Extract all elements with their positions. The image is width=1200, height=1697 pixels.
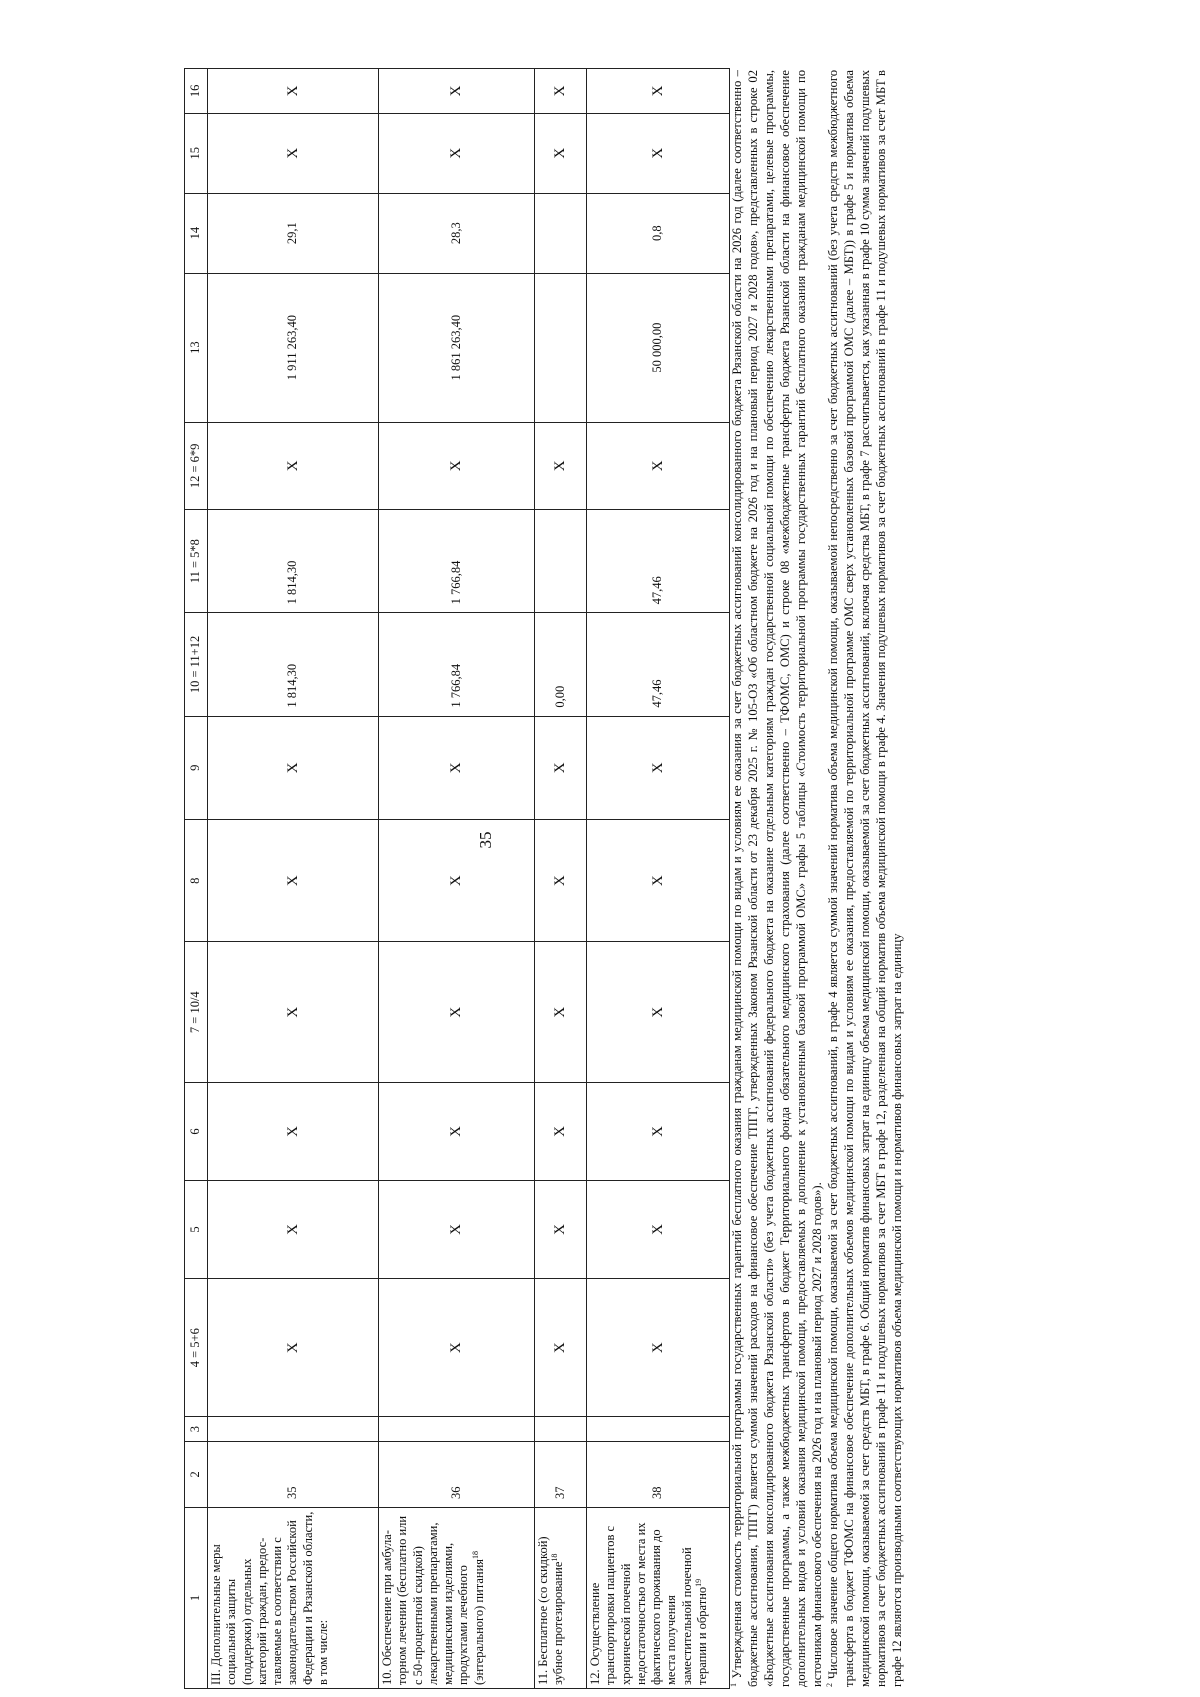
header-cell: 16 bbox=[185, 69, 208, 114]
table-cell: Х bbox=[587, 1278, 730, 1416]
table-cell: Х bbox=[587, 716, 730, 819]
table-row bbox=[587, 69, 730, 1689]
header-cell: 8 bbox=[185, 819, 208, 941]
table-cell: Х bbox=[587, 69, 730, 114]
table-cell: 35 bbox=[208, 1441, 379, 1507]
table-cell: Х bbox=[379, 1278, 535, 1416]
table-cell: 1 766,84 bbox=[379, 510, 535, 613]
footnotes bbox=[730, 68, 906, 1689]
header-cell: 4 = 5+6 bbox=[185, 1278, 208, 1416]
table-cell: Х bbox=[535, 716, 587, 819]
table-cell: Х bbox=[535, 113, 587, 193]
table-cell: Х bbox=[535, 1180, 587, 1278]
table-row bbox=[535, 69, 587, 1689]
table-cell: Х bbox=[208, 942, 379, 1083]
table-cell: Х bbox=[535, 69, 587, 114]
table-cell: 47,46 bbox=[587, 510, 730, 613]
table-cell: Х bbox=[379, 819, 535, 941]
table-cell: Х bbox=[379, 716, 535, 819]
table-cell bbox=[587, 1417, 730, 1441]
table-cell: Х bbox=[587, 1083, 730, 1181]
header-cell: 11 = 5*8 bbox=[185, 510, 208, 613]
table-cell bbox=[379, 1417, 535, 1441]
table-cell: Х bbox=[379, 942, 535, 1083]
table-cell: Х bbox=[535, 819, 587, 941]
table-cell bbox=[535, 193, 587, 273]
table-cell: Х bbox=[379, 1180, 535, 1278]
table-cell: Х bbox=[587, 113, 730, 193]
header-cell: 6 bbox=[185, 1083, 208, 1181]
row-label: 10. Обеспечение при амбула-торном лечении (бесплатно или с 50-процентной скидкой) лекарственными препаратами, медицинскими изделиями, продуктами лечебного (энтерального) питания$^{18}$ bbox=[379, 1507, 535, 1688]
header-cell: 10 = 11+12 bbox=[185, 613, 208, 716]
table-cell: 47,46 bbox=[587, 613, 730, 716]
table-cell: Х bbox=[535, 942, 587, 1083]
table-row bbox=[379, 69, 535, 1689]
footnote-text: Числовое значение общего норматива объема медицинской помощи, оказываемой за счет бюджетных ассигнований, в графе 4 является суммой значений норматива объема медицинской помощи, оказываемой непосредственно за счет бюджетных ассигнований (без учета средств межбюджетного трансферта в бюджет ТФОМС на финансовое обеспечение дополнительных объемов медицинской помощи по видам и условиям ее оказания, предоставляемой по территориальной программе ОМС сверх установленных базовой программой ОМС (далее – МБТ)) в графе 5 и норматива объема медицинской помощи, оказываемой за счет средств МБТ, в графе 6. Общий норматив финансовых затрат на единицу объема медицинской помощи, оказываемой за счет бюджетных ассигнований, включая средства МБТ, в графе 7 рассчитывается, как указанная в графе 10 сумма значений подушевых нормативов за счет бюджетных ассигнований в графе 11 и подушевых нормативов за счет МБТ в графе 12, разделенная на общий норматив объема медицинской помощи в графе 4. Значения подушевых нормативов за счет бюджетных ассигнований в графе 11 и подушевых нормативов за счет МБТ в графе 12 являются производными соответствующих нормативов объема медицинской помощи и нормативов финансовых затрат на единицу bbox=[825, 70, 904, 1687]
table-cell: Х bbox=[379, 422, 535, 509]
table-cell: Х bbox=[208, 1083, 379, 1181]
table-cell: 37 bbox=[535, 1441, 587, 1507]
header-cell: 1 bbox=[185, 1507, 208, 1688]
table-cell: 28,3 bbox=[379, 193, 535, 273]
table-cell: 1 861 263,40 bbox=[379, 273, 535, 422]
footnote-mark: 2 bbox=[824, 1683, 834, 1687]
page-number: 35 bbox=[476, 831, 495, 849]
table-cell: 1 814,30 bbox=[208, 613, 379, 716]
header-cell: 13 bbox=[185, 273, 208, 422]
footnote bbox=[826, 70, 906, 1687]
header-cell: 2 bbox=[185, 1441, 208, 1507]
table-cell: Х bbox=[208, 422, 379, 509]
header-cell: 15 bbox=[185, 113, 208, 193]
rotated-page-content bbox=[184, 68, 1132, 1689]
table-cell: Х bbox=[379, 113, 535, 193]
table-cell: Х bbox=[535, 422, 587, 509]
table-cell: 38 bbox=[587, 1441, 730, 1507]
table-cell: Х bbox=[535, 1278, 587, 1416]
table-cell: 29,1 bbox=[208, 193, 379, 273]
footnote-mark: 1 bbox=[728, 1683, 738, 1687]
row-label: 12. Осуществление транспортировки пациентов с хронической почечной недостаточностью от места их фактического проживания до места получения заместительной почечной терапии и обратно$^{19}$ bbox=[587, 1507, 730, 1688]
table-cell bbox=[208, 1417, 379, 1441]
header-cell: 14 bbox=[185, 193, 208, 273]
table-cell bbox=[535, 273, 587, 422]
table-cell: Х bbox=[587, 942, 730, 1083]
footnote bbox=[730, 70, 826, 1687]
table-cell: Х bbox=[587, 422, 730, 509]
header-cell: 7 = 10/4 bbox=[185, 942, 208, 1083]
footnote-text: Утвержденная стоимость территориальной программы государственных гарантий бесплатного оказания гражданам медицинской помощи по видам и условиям ее оказания за счет бюджетных ассигнований консолидированного бюджета Рязанской области на 2026 год (далее соответственно – бюджетные ассигнования, ТПГГ) является суммой значений расходов на финансовое обеспечение ТПГГ, утвержденных Законом Рязанской области от 23 декабря 2025 г. № 105-ОЗ «Об областном бюджете на 2026 год и на плановый период 2027 и 2028 годов», представленных в строке 02 «Бюджетные ассигнования консолидированного бюджета Рязанской области» (без учета бюджетных ассигнований федерального бюджета на оказание отдельным категориям граждан государственной социальной помощи по обеспечению лекарственными препаратами, целевые программы, государственные программы, а также межбюджетных трансфертов в бюджет Территориального фонда обязательного медицинского страхования (далее соответственно – ТФОМС, ОМС) и строке 08 «межбюджетные трансферты бюджета Рязанской области на финансовое обеспечение дополнительных видов и условий оказания медицинской помощи, предоставляемых в дополнение к установленным базовой программой ОМС» графы 5 таблицы «Стоимость территориальной программы государственных гарантий бесплатного оказания гражданам медицинской помощи по источникам финансового обеспечения на 2026 год и на плановый период 2027 и 2028 годов»). bbox=[730, 70, 824, 1687]
table-cell: Х bbox=[535, 1083, 587, 1181]
header-cell: 5 bbox=[185, 1180, 208, 1278]
table-cell: Х bbox=[379, 69, 535, 114]
table-cell: Х bbox=[208, 69, 379, 114]
table-cell: 50 000,00 bbox=[587, 273, 730, 422]
table-cell: Х bbox=[208, 819, 379, 941]
table-cell: 36 bbox=[379, 1441, 535, 1507]
table-cell bbox=[535, 1417, 587, 1441]
header-row bbox=[185, 69, 208, 1689]
header-cell: 9 bbox=[185, 716, 208, 819]
table-cell: 1 766,84 bbox=[379, 613, 535, 716]
row-label: 11. Бесплатное (со скидкой) зубное протезирование$^{18}$ bbox=[535, 1507, 587, 1688]
table-cell: Х bbox=[208, 1180, 379, 1278]
table-cell: 0,00 bbox=[535, 613, 587, 716]
table-cell: 0,8 bbox=[587, 193, 730, 273]
header-cell: 12 = 6*9 bbox=[185, 422, 208, 509]
data-table bbox=[184, 68, 730, 1689]
table-cell bbox=[535, 510, 587, 613]
table-cell: 1 911 263,40 bbox=[208, 273, 379, 422]
table-cell: Х bbox=[208, 1278, 379, 1416]
table-cell: Х bbox=[208, 716, 379, 819]
table-cell: Х bbox=[379, 1083, 535, 1181]
table-cell: Х bbox=[208, 113, 379, 193]
table-cell: Х bbox=[587, 819, 730, 941]
table-cell: 1 814,30 bbox=[208, 510, 379, 613]
row-label: III. Дополнительные меры социальной защиты (поддержки) отдельных категорий граждан, предос-тавляемые в соответствии с законодательством Российской Федерации и Рязанской области, в том числе: bbox=[208, 1507, 379, 1688]
table-row bbox=[208, 69, 379, 1689]
header-cell: 3 bbox=[185, 1417, 208, 1441]
table-cell: Х bbox=[587, 1180, 730, 1278]
